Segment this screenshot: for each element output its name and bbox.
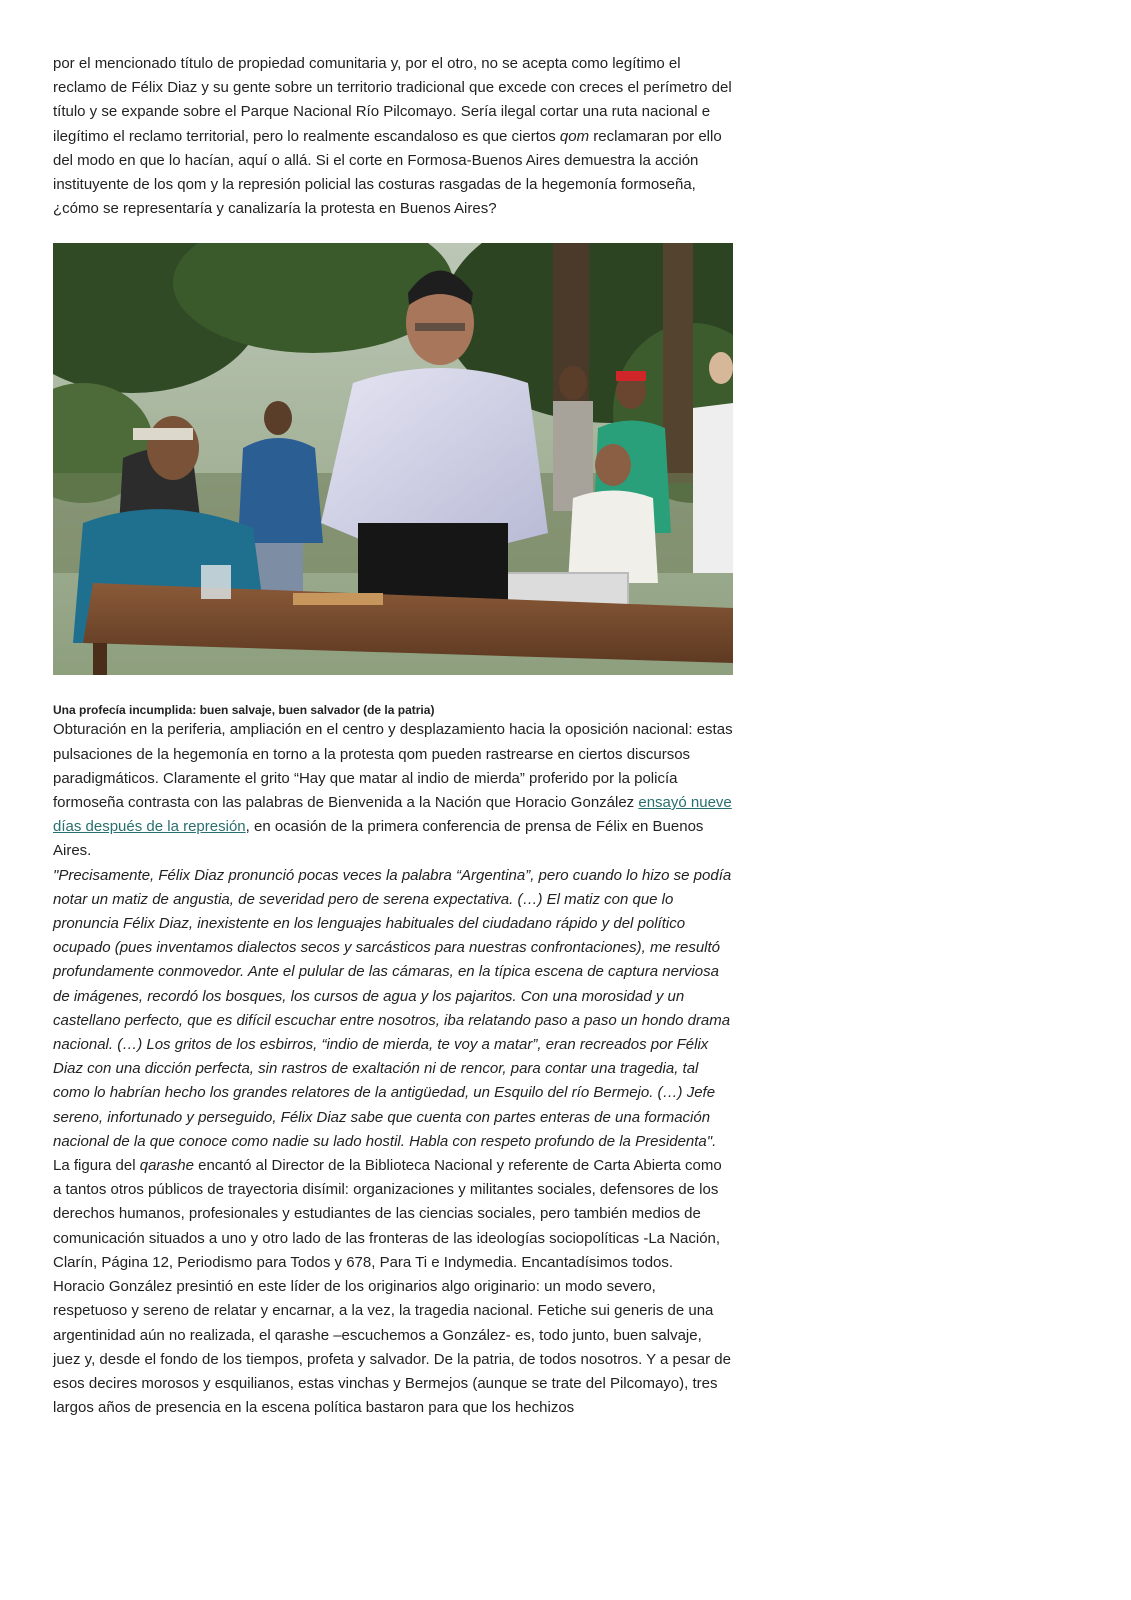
paragraph-text: Horacio González presintió en este líder de los originarios algo originario: un modo severo, respetuoso y sereno de relatar y encarnar, a la vez, la tragedia nacional. Fetiche sui generis de una argentinidad aún no realizada, el qarashe –escuchemos a González- es, todo junto, buen salvaje, juez y, desde el fondo de los tiempos, profeta y salvador. De la patria, de todos nosotros. Y a pesar de esos decires morosos y esquilianos, estas vinchas y Bermejos (aunque se trate del Pilcomayo), tres largos años de presencia en la escena política bastaron para que los hechizos	[53, 1278, 731, 1417]
article	[53, 52, 733, 1420]
photo-caption: Una profecía incumplida: buen salvaje, buen salvador (de la patria)	[53, 703, 435, 718]
emphasis-qarashe: qarashe	[139, 1157, 194, 1175]
article-photo	[53, 243, 733, 675]
emphasis-qom: qom	[559, 127, 590, 145]
paragraph-qarashe	[53, 1154, 733, 1420]
paragraph-text: por el mencionado título de propiedad comunitaria y, por el otro, no se acepta como legítimo el reclamo de Félix Diaz y su gente sobre un territorio tradicional que excede con creces el perímetro del título y se expande sobre el Parque Nacional Río Pilcomayo. Sería ilegal cortar una ruta nacional e ilegítimo el reclamo territorial, pero lo realmente escandaloso es que ciertos	[53, 55, 732, 145]
paragraph-discourse	[53, 718, 733, 863]
paragraph-text: Obturación en la periferia, ampliación en el centro y desplazamiento hacia la oposición nacional: estas pulsaciones de la hegemonía en torno a la protesta qom pueden rastrearse en ciertos discursos paradigmáticos. Claramente el grito “Hay que matar al indio de mierda” proferido por la policía formoseña contrasta con las palabras de Bienvenida a la Nación que Horacio González	[53, 721, 733, 812]
block-quote: "Precisamente, Félix Diaz pronunció pocas veces la palabra “Argentina”, pero cuando lo hizo se podía notar un matiz de angustia, de severidad pero de serena expectativa. (…) El matiz con que lo pronuncia Félix Diaz, inexistente en los lenguajes habituales del ciudadano rápido y del político ocupado (pues inventamos dialectos secos y sarcásticos para nuestras confrontaciones), me resultó profundamente conmovedor. Ante el pulular de las cámaras, en la típica escena de captura nerviosa de imágenes, recordó los bosques, los cursos de agua y los pajaritos. Con una morosidad y un castellano perfecto, que es difícil escuchar entre nosotros, iba relatando paso a paso un hondo drama nacional. (…) Los gritos de los esbirros, “indio de mierda, te voy a matar”, eran recreados por Félix Diaz con una dicción perfecta, sin rastros de exaltación ni de rencor, para contar una tragedia, tal como lo habrían hecho los grandes relatores de la antigüedad, un Esquilo del río Bermejo. (…) Jefe sereno, infortunado y perseguido, Félix Diaz sabe que cuenta con partes enteras de una formación nacional de la que conoce como nadie su lado hostil. Habla con respeto profundo de la Presidenta".	[53, 866, 732, 1150]
paragraph-intro	[53, 52, 733, 221]
paragraph-text: reclamaran por ello del modo en que lo hacían, aquí o allá. Si el corte en Formosa-Buenos Aires demuestra la acción instituyente de los qom y la represión policial las costuras rasgadas de la hegemonía formoseña, ¿cómo se representaría y canalizaría la protesta en Buenos Aires?	[53, 127, 722, 218]
paragraph-text: La figura del	[53, 1157, 140, 1175]
repression-link[interactable]: ensayó nueve días después de la represión	[53, 794, 732, 836]
paragraph-text: , en ocasión de la primera conferencia de prensa de Félix en Buenos Aires.	[53, 818, 704, 860]
paragraph-text: encantó al Director de la Biblioteca Nacional y referente de Carta Abierta como a tantos otros públicos de trayectoria disímil: organizaciones y militantes sociales, defensores de los derechos humanos, profesionales y estudiantes de las ciencias sociales, pero también medios de comunicación situados a uno y otro lado de las fronteras de las ideologías sociopolíticas -La Nación, Clarín, Página 12, Periodismo para Todos y 678, Para Ti e Indymedia. Encantadísimos todos.	[53, 1157, 722, 1271]
